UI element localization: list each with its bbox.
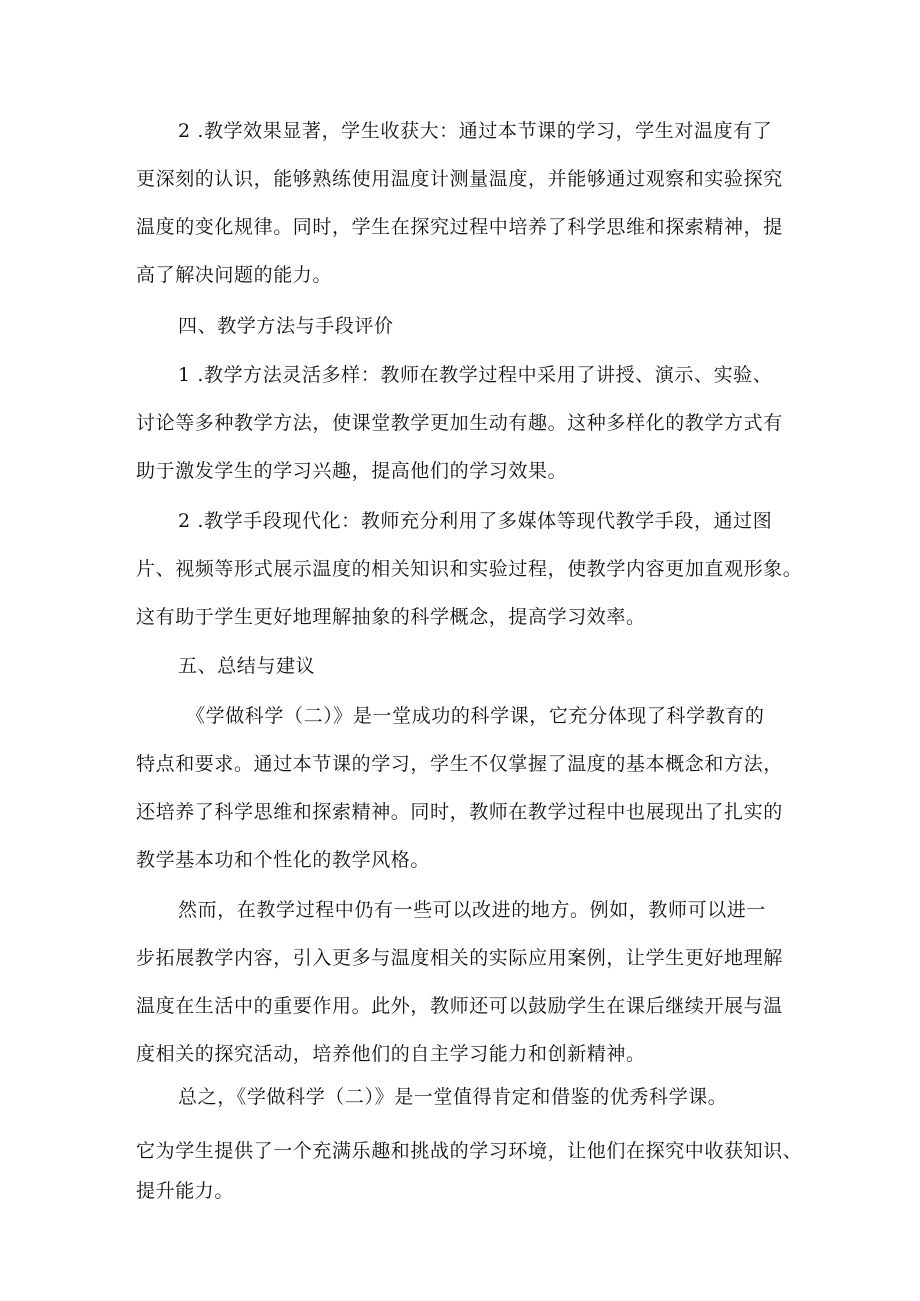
paragraph-line: 高了解决问题的能力。: [136, 264, 333, 286]
paragraph-line: 温度的变化规律。同时，学生在探究过程中培养了科学思维和探索精神，提: [136, 216, 783, 238]
paragraph-line: 助于激发学生的学习兴趣，提高他们的学习效果。: [136, 460, 568, 482]
section-heading: 五、总结与建议: [178, 655, 316, 677]
paragraph-line: 还培养了科学思维和探索精神。同时，教师在教学过程中也展现出了扎实的: [136, 801, 783, 823]
paragraph-line: 教学基本功和个性化的教学风格。: [136, 849, 431, 871]
paragraph-line: 讨论等多种教学方法，使课堂教学更加生动有趣。这种多样化的教学方式有: [136, 412, 783, 434]
paragraph-line: 更深刻的认识，能够熟练使用温度计测量温度，并能够通过观察和实验探究: [136, 168, 783, 190]
paragraph-line: 度相关的探究活动，培养他们的自主学习能力和创新精神。: [136, 1043, 646, 1065]
paragraph-line: 片、视频等形式展示温度的相关知识和实验过程，使教学内容更加直观形象。: [136, 558, 803, 580]
paragraph-line: 这有助于学生更好地理解抽象的科学概念，提高学习效率。: [136, 606, 646, 628]
paragraph-line: 温度在生活中的重要作用。此外，教师还可以鼓励学生在课后继续开展与温: [136, 995, 783, 1017]
paragraph-line: 它为学生提供了一个充满乐趣和挑战的学习环境，让他们在探究中收获知识、: [136, 1140, 803, 1162]
section-heading: 四、教学方法与手段评价: [178, 315, 394, 337]
paragraph-line: 2 .教学手段现代化：教师充分利用了多媒体等现代教学手段，通过图: [178, 510, 773, 532]
paragraph-line: 2 .教学效果显著，学生收获大：通过本节课的学习，学生对温度有了: [178, 120, 773, 142]
paragraph-line: 然而，在教学过程中仍有一些可以改进的地方。例如，教师可以进一: [178, 899, 767, 921]
paragraph-line: 总之，《学做科学（二）》是一堂值得肯定和借鉴的优秀科学课。: [178, 1086, 728, 1108]
paragraph-line: 提升能力。: [136, 1180, 235, 1202]
paragraph-line: 《学做科学（二）》是一堂成功的科学课，它充分体现了科学教育的: [186, 705, 765, 727]
paragraph-line: 1 .教学方法灵活多样：教师在教学过程中采用了讲授、演示、实验、: [178, 364, 773, 386]
paragraph-line: 特点和要求。通过本节课的学习，学生不仅掌握了温度的基本概念和方法，: [136, 753, 783, 775]
paragraph-line: 步拓展教学内容，引入更多与温度相关的实际应用案例，让学生更好地理解: [136, 947, 783, 969]
